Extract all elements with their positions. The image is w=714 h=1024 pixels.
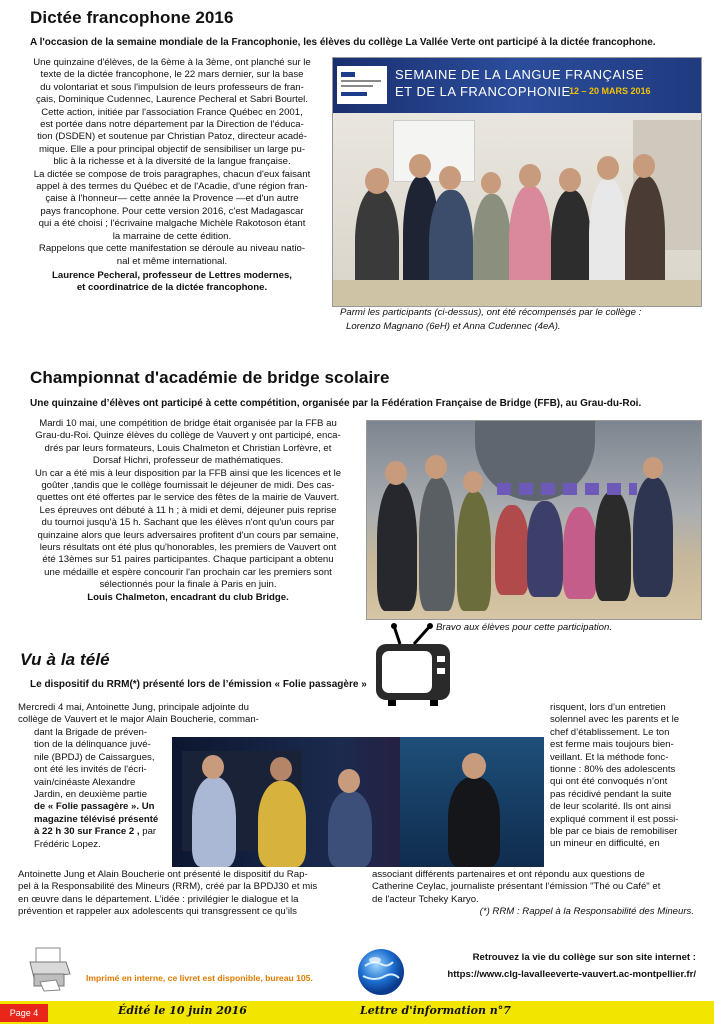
major — [192, 777, 236, 867]
article-line: Cette action, initiée par l'association France Québec en 2001, — [41, 106, 303, 118]
newsletter-number: Lettre d'information n°7 — [360, 1004, 511, 1017]
section1-title: Dictée francophone 2016 — [30, 8, 234, 27]
photo-caption: Lorenzo Magnano (6eH) et Anna Cudennec (4eA). — [346, 321, 561, 332]
article-line: de leur scolarité. Ils ont ainsi — [550, 801, 672, 813]
adult — [419, 477, 455, 611]
student — [457, 491, 491, 611]
article-line: magazine télévisé présenté — [34, 813, 159, 825]
article-line: en œuvre dans le département. L’idée : privilégier le dialogue et la — [18, 893, 299, 905]
article-line: La dictée se compose de trois paragraphes, chacun d'eux faisant — [33, 168, 311, 180]
article-line: Grau-du-Roi. Quinze élèves du collège de Vauvert y ont participé, enca- — [35, 430, 341, 442]
presenter — [448, 777, 500, 867]
section3-lead: Le dispositif du RRM(*) présenté lors de l’émission « Folie passagère » — [30, 679, 367, 690]
article-line: texte de la dictée francophone, le 22 mars dernier, sur la base — [40, 69, 304, 81]
section3-bottom-left — [18, 869, 358, 919]
student — [527, 501, 563, 597]
section3-title: Vu à la télé — [20, 650, 110, 669]
banner-title-2: ET DE LA FRANCOPHONIE — [395, 84, 571, 99]
article-line: Mercredi 4 mai, Antoinette Jung, principale adjointe du — [18, 702, 249, 713]
article-line: çaise à l'honneur— cette année la Provence —et d'un autre — [45, 193, 299, 205]
article-line: du tournoi jusqu'à 15 h. Sachant que les élèves n'ont qu'un cours par — [41, 517, 335, 529]
article-line: Frédéric Lopez. — [34, 838, 101, 850]
section2-article — [16, 418, 360, 604]
whiteboard — [393, 120, 475, 182]
bridge-group-photo — [366, 420, 702, 620]
article-line: est portée dans notre département par la Direction de l'éduca- — [40, 119, 304, 131]
article-line: Jardin, en deuxième partie — [34, 789, 148, 801]
student — [563, 507, 597, 599]
banner-title-1: SEMAINE DE LA LANGUE FRANÇAISE — [395, 67, 645, 82]
article-line: par — [142, 826, 157, 838]
article-line: tion de la délinquance juvé- — [34, 739, 151, 751]
guest — [328, 791, 372, 867]
article-line: ont été les invités de l'écri- — [34, 764, 147, 776]
article-line: risquent, lors d’un entretien — [550, 702, 666, 713]
section2-title: Championnat d'académie de bridge scolaire — [30, 368, 390, 387]
tv-show-photo — [172, 737, 544, 867]
article-line: collège de Vauvert et le major Alain Boucherie, comman- — [18, 714, 259, 726]
article-line: est ferme mais toujours bien- — [550, 739, 674, 751]
article-line: de « Folie passagère ». Un — [34, 801, 155, 813]
article-line: de l'acteur Tcheky Karyo. — [372, 893, 479, 905]
student — [595, 491, 631, 601]
article-line: tionne : 80% des adolescents — [550, 764, 676, 776]
article-line: chef d’établissement. Le ton — [550, 726, 670, 738]
article-line: appel à des termes du Québec et de l'Acadie, d'une région fran- — [36, 181, 308, 193]
section3-intro — [18, 702, 318, 727]
article-line: blic à la richesse et à la diversité de la langue française. — [53, 156, 291, 168]
tv-icon — [370, 622, 456, 708]
banner-dates: 12 – 20 MARS 2016 — [569, 86, 651, 96]
article-line: pel à la Responsabilité des Mineurs (RRM), créé par la BPDJ30 et mis — [18, 881, 318, 893]
article-line: quettes ont été offertes par le service des fêtes de la mairie de Vauvert. — [36, 492, 340, 504]
article-line: qui a été choisi ; l'écrivaine malgache Michèle Rakotoson étant — [38, 218, 306, 230]
ministry-logo — [337, 66, 387, 104]
article-line: sélectionnés pour la finale à Paris en juin. — [99, 579, 277, 591]
article-line: vain/cinéaste Alexandre — [34, 776, 136, 788]
section1-lead: A l'occasion de la semaine mondiale de la Francophonie, les élèves du collège La Vallée Verte ont participé à la dictée francophone. — [30, 37, 656, 48]
article-line: Dorsaf Hichri, professeur de mathématiques. — [92, 455, 284, 467]
caps-row — [497, 483, 637, 495]
article-line: mique. Elle a pour principal objectif de sensibiliser un large pu- — [38, 143, 306, 155]
footnote: (*) RRM : Rappel à la Responsabilité des Mineurs. — [479, 906, 694, 918]
signature-line: Louis Chalmeton, encadrant du club Bridge. — [87, 591, 289, 603]
article-line: été 13èmes sur 51 paires participantes. Chaque participant a obtenu — [42, 554, 334, 566]
photo-caption: Parmi les participants (ci-dessus), ont été récompensés par le collège : — [340, 307, 642, 318]
website-url[interactable]: https://www.clg-lavalleeverte-vauvert.ac-montpellier.fr/ — [447, 969, 696, 980]
article-line: nal et même international. — [116, 255, 228, 267]
article-line: Antoinette Jung et Alain Boucherie ont présenté le dispositif du Rap- — [18, 869, 308, 880]
article-line: tion (DSDEN) et soutenue par Christian Patoz, directeur acadé- — [37, 131, 307, 143]
article-line: à 22 h 30 sur France 2 , — [34, 826, 140, 838]
francophonie-banner — [333, 58, 701, 113]
page-number-badge: Page 4 — [0, 1004, 48, 1022]
student — [495, 505, 529, 595]
signature-line: Laurence Pecheral, professeur de Lettres modernes, — [52, 269, 292, 281]
article-line: expliqué comment il est possi- — [550, 813, 679, 825]
article-line: solennel avec les parents et le — [550, 714, 680, 726]
website-label: Retrouvez la vie du collège sur son site internet : — [472, 952, 696, 963]
article-line: dant la Brigade de préven- — [34, 727, 148, 738]
article-line: goûter ,tandis que le collège fournissait le déjeuner de midi. Des cas- — [41, 480, 335, 492]
adult — [377, 481, 417, 611]
printer-icon — [26, 944, 74, 992]
article-line: un mineur en difficulté, en — [550, 838, 660, 850]
photo-caption: Bravo aux élèves pour cette participation. — [436, 622, 612, 633]
article-line: Mardi 10 mai, une compétition de bridge était organisée par la FFB au — [39, 418, 337, 429]
article-line: Rappelons que cette manifestation se déroule au niveau natio- — [38, 243, 306, 255]
article-line: leurs résultats ont été plus qu'honorables, les premiers de Vauvert ont — [39, 542, 337, 554]
article-line: Une quinzaine d'élèves, de la 6ème à la 3ème, ont planché sur le — [33, 57, 311, 68]
article-line: pays francophone. Pour cette version 2016, c'est Madagascar — [40, 205, 304, 217]
dictee-group-photo — [332, 57, 702, 307]
article-line: drés par leurs formateurs, Louis Chalmeton et Christian Lorfèvre, et — [44, 442, 332, 454]
section2-lead: Une quinzaine d’élèves ont participé à cette compétition, organisée par la Fédération Française de Bridge (FFB), au Grau-du-Roi. — [30, 398, 642, 409]
printed-note: Imprimé en interne, ce livret est disponible, bureau 105. — [86, 973, 313, 983]
article-line: nile (BPDJ) de Caissargues, — [34, 751, 155, 763]
article-line: quinzaine alors que leurs adversaires profitent d'un cours par semaine, — [37, 529, 339, 541]
section3-right-column — [550, 702, 700, 851]
article-line: veillant. Et la méthode fonc- — [550, 751, 669, 763]
article-line: du volontariat et sous l'impulsion de leurs professeurs de fran- — [40, 81, 304, 93]
article-line: prévention et rappeler aux adolescents qui transgressent ce qu’ils — [18, 906, 297, 918]
article-line: Les épreuves ont débuté à 11 h ; à midi et demi, déjeuner puis reprise — [39, 504, 337, 516]
edition-date: Édité le 10 juin 2016 — [118, 1004, 247, 1017]
signature-line: et coordinatrice de la dictée francophone. — [76, 282, 268, 294]
article-line: la marraine de cette édition. — [112, 230, 232, 242]
article-line: pas récidivé pendant la suite — [550, 788, 672, 800]
section3-bottom-right — [372, 869, 702, 919]
article-line: qui ont été convoqués n’ont — [550, 776, 668, 788]
article-line: associant différents partenaires et ont répondu aux questions de — [372, 869, 645, 880]
student — [633, 477, 673, 597]
article-line: Catherine Ceylac, journaliste présentant l’émission "Thé ou Café" et — [372, 881, 661, 893]
guest — [258, 781, 306, 867]
article-line: une médaille et espère concourir l'an prochain car les premiers sont — [44, 566, 332, 578]
section1-article — [16, 57, 328, 295]
article-line: Un car a été mis à leur disposition par la FFB ainsi que les licences et le — [34, 467, 342, 479]
section3-left-column — [34, 727, 174, 851]
article-line: ble par ce biais de remobiliser — [550, 826, 678, 838]
footer-bar — [0, 1001, 714, 1024]
article-line: çais, Dominique Cudennec, Laurence Pecheral et Sabri Bourtel. — [36, 94, 308, 106]
